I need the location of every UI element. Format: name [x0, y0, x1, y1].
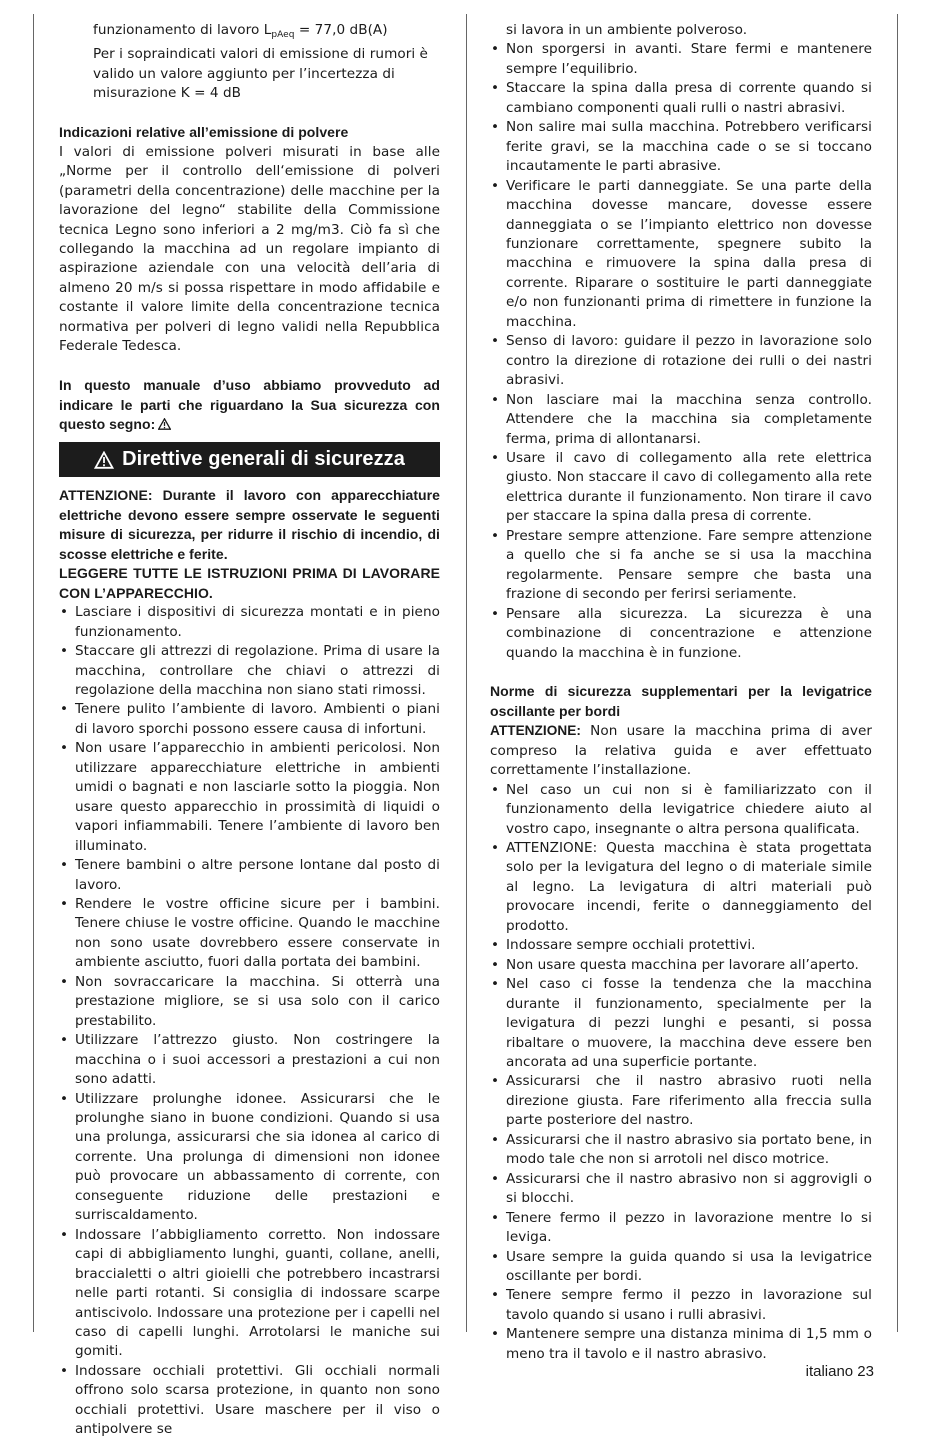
noise-subscript: pAeq	[271, 30, 295, 40]
list-item: • Senso di lavoro: guidare il pezzo in lavorazione solo contro la direzione di rotazione dei rulli o dei nastri abrasivi.	[490, 332, 872, 390]
list-item: • Prestare sempre attenzione. Fare sempre attenzione a quello che si fa anche se si usa la macchina regolarmente. Pensare sempre che basta una frazione di secondo per ferirsi seriamente.	[490, 527, 872, 605]
read-all-instructions: LEGGERE TUTTE LE ISTRUZIONI PRIMA DI LAVORARE CON L’APPARECCHIO.	[59, 565, 440, 601]
list-item: • Utilizzare prolunghe idonee. Assicurarsi che le prolunghe siano in buone condizioni. Quando si usa una prolunga, assicurarsi che sia idonea al carico di corrente. Una prolunga di dimensioni non idonee può provocare un abbassamento di corrente, con conseguente riduzione delle prestazioni e surriscaldamento.	[59, 1090, 440, 1226]
list-item: • Non sovraccaricare la macchina. Si otterrà una prestazione migliore, se si usa solo con il carico prestabilito.	[59, 973, 440, 1031]
section-title: Direttive generali di sicurezza	[122, 448, 405, 471]
general-safety-list-continued	[490, 40, 872, 663]
continuation-text: si lavora in un ambiente polveroso.	[506, 22, 748, 38]
attention-paragraph: ATTENZIONE: Durante il lavoro con apparecchiature elettriche devono essere sempre osservate le seguenti misure di sicurezza, per ridurre il rischio di incendio, di scosse elettriche e ferite.	[59, 487, 440, 562]
list-item: • Non usare questa macchina per lavorare all’aperto.	[490, 956, 872, 975]
noise-line	[93, 21, 440, 45]
right-column	[490, 21, 872, 1364]
list-item: • Nel caso ci fosse la tendenza che la macchina durante il funzionamento, specialmente per la levigatura di pezzi lunghi e pesanti, si possa ribaltare o muovere, la macchina deve essere ben ancorata ad una superficie portante.	[490, 975, 872, 1072]
list-item: • Staccare gli attrezzi di regolazione. Prima di usare la macchina, controllare che chiavi o attrezzi di regolazione della macchina non siano stati rimossi.	[59, 642, 440, 700]
list-item: • Usare sempre la guida quando si usa la levigatrice oscillante per bordi.	[490, 1248, 872, 1287]
manual-note	[59, 376, 440, 434]
list-item: • Indossare l’abbigliamento corretto. Non indossare capi di abbigliamento lunghi, guanti, collane, anelli, braccialetti o altri gioielli che potrebbero incastrarsi nelle parti rotanti. Si consiglia di indossare scarpe antiscivolo. Indossare una protezione per i capelli nel caso di capelli lunghi. Arrotolarsi le maniche sui gomiti.	[59, 1226, 440, 1362]
list-item: • Non usare l’apparecchio in ambienti pericolosi. Non utilizzare apparecchiature elettriche in ambienti umidi o bagnati e non lasciarle sotto la pioggia. Non usare questo apparecchio in prossimità di liquidi o vapori infiammabili. Tenere l’ambiente di lavoro ben illuminato.	[59, 739, 440, 856]
list-item: • Tenere pulito l’ambiente di lavoro. Ambienti o piani di lavoro sporchi possono essere causa di infortuni.	[59, 700, 440, 739]
list-item: • Non salire mai sulla macchina. Potrebbero verificarsi ferite gravi, se la macchina cade o se si toccano incautamente le parti abrasive.	[490, 118, 872, 176]
list-item: • Mantenere sempre una distanza minima di 1,5 mm o meno tra il tavolo e il nastro abrasivo.	[490, 1325, 872, 1364]
noise-values	[59, 21, 440, 104]
dust-paragraph: I valori di emissione polveri misurati in base alle „Norme per il controllo dell‘emissione di polveri (parametri della concentrazione) delle macchine per la lavorazione del legno“ stabilite della Commissione tecnica Legno sono inferiori a 2 mg/m3. Ciò fa sì che collegando la macchina ad un regolare impianto di aspirazione aziendale con una velocità dell’aria di almeno 20 m/s si possa rispettare in modo affidabile e costante il valore limite della concentrazione tecnica normativa per polveri di legno validi nella Repubblica Federale Tedesca.	[59, 143, 440, 355]
list-item: • Lasciare i dispositivi di sicurezza montati e in pieno funzionamento.	[59, 603, 440, 642]
noise-uncertainty: Per i sopraindicati valori di emissione di rumori è valido un valore aggiunto per l’incertezza di misurazione K = 4 dB	[93, 46, 428, 102]
right-margin-rule	[897, 14, 898, 1332]
noise-label: funzionamento di lavoro L	[93, 22, 272, 38]
list-item: • Non sporgersi in avanti. Stare fermi e mantenere sempre l’equilibrio.	[490, 40, 872, 79]
list-item: • Tenere sempre fermo il pezzo in lavorazione sul tavolo quando si usano i rulli abrasivi.	[490, 1286, 872, 1325]
list-item: • Usare il cavo di collegamento alla rete elettrica giusto. Non staccare il cavo di collegamento alla rete elettrica durante il funzionamento. Non tirare il cavo per staccare la spina dalla presa di corrente.	[490, 449, 872, 527]
list-item: • Pensare alla sicurezza. La sicurezza è una combinazione di concentrazione e attenzione quando la macchina è in funzione.	[490, 605, 872, 663]
section-title-banner	[59, 442, 440, 477]
page-footer: italiano 23	[805, 1363, 874, 1380]
list-item: • Utilizzare l’attrezzo giusto. Non costringere la macchina o i suoi accessori a prestazioni a cui non sono adatti.	[59, 1031, 440, 1089]
noise-value: = 77,0 dB(A)	[294, 22, 388, 38]
warning-icon	[94, 451, 114, 469]
manual-note-text: In questo manuale d’uso abbiamo provveduto ad indicare le parti che riguardano la Sua sicurezza con questo segno:	[59, 377, 440, 433]
list-item: • Tenere fermo il pezzo in lavorazione mentre lo si leviga.	[490, 1209, 872, 1248]
left-column	[59, 21, 440, 1440]
list-item: • Rendere le vostre officine sicure per i bambini. Tenere chiuse le vostre officine. Quando le macchine non sono usate dovrebbero essere conservate in ambiente asciutto, fuori dalla portata dei bambini.	[59, 895, 440, 973]
list-item: • Nel caso un cui non si è familiarizzato con il funzionamento della levigatrice chiedere aiuto al vostro capo, insegnante o altra persona qualificata.	[490, 781, 872, 839]
attention-label: ATTENZIONE:	[490, 723, 581, 739]
list-item: • Assicurarsi che il nastro abrasivo sia portato bene, in modo tale che non si arrotoli nel disco motrice.	[490, 1131, 872, 1170]
list-item: • Indossare sempre occhiali protettivi.	[490, 936, 872, 955]
supplementary-safety-list	[490, 781, 872, 1365]
general-safety-list	[59, 603, 440, 1439]
attention-text: Non usare la macchina prima di aver compreso la relativa guida e aver effettuato correttamente l’installazione.	[490, 723, 872, 779]
list-item: • Non lasciare mai la macchina senza controllo. Attendere che la macchina sia completamente ferma, prima di allontanarsi.	[490, 391, 872, 449]
left-margin-rule	[33, 14, 34, 1332]
column-divider-rule	[466, 14, 467, 1332]
list-item: • Staccare la spina dalla presa di corrente quando si cambiano componenti quali rulli o nastri abrasivi.	[490, 79, 872, 118]
list-item: • ATTENZIONE: Questa macchina è stata progettata solo per la levigatura del legno o di materiale simile al legno. La levigatura di altri materiali può provocare incendi, ferite o danneggiamento del prodotto.	[490, 839, 872, 936]
warning-icon	[158, 418, 171, 430]
supplementary-attention	[490, 721, 872, 780]
dust-heading: Indicazioni relative all’emissione di polvere	[59, 124, 349, 141]
list-item: • Indossare occhiali protettivi. Gli occhiali normali offrono solo scarsa protezione, in quanto non sono occhiali protettivi. Usare maschere per il viso o antipolvere se	[59, 1362, 440, 1440]
list-item: • Verificare le parti danneggiate. Se una parte della macchina dovesse mancare, dovesse essere danneggiata o se l’impianto elettrico non dovesse funzionare correttamente, spegnere subito la macchina e rimuovere la spina dalla presa di corrente. Riparare o sostituire le parti danneggiate e/o non funzionanti prima di rimettere in funzione la macchina.	[490, 177, 872, 333]
list-item: • Assicurarsi che il nastro abrasivo ruoti nella direzione giusta. Fare riferimento alla freccia sulla parte posteriore del nastro.	[490, 1072, 872, 1130]
list-item: • Assicurarsi che il nastro abrasivo non si aggrovigli o si blocchi.	[490, 1170, 872, 1209]
supplementary-heading: Norme di sicurezza supplementari per la levigatrice oscillante per bordi	[490, 683, 872, 719]
list-item: • Tenere bambini o altre persone lontane dal posto di lavoro.	[59, 856, 440, 895]
